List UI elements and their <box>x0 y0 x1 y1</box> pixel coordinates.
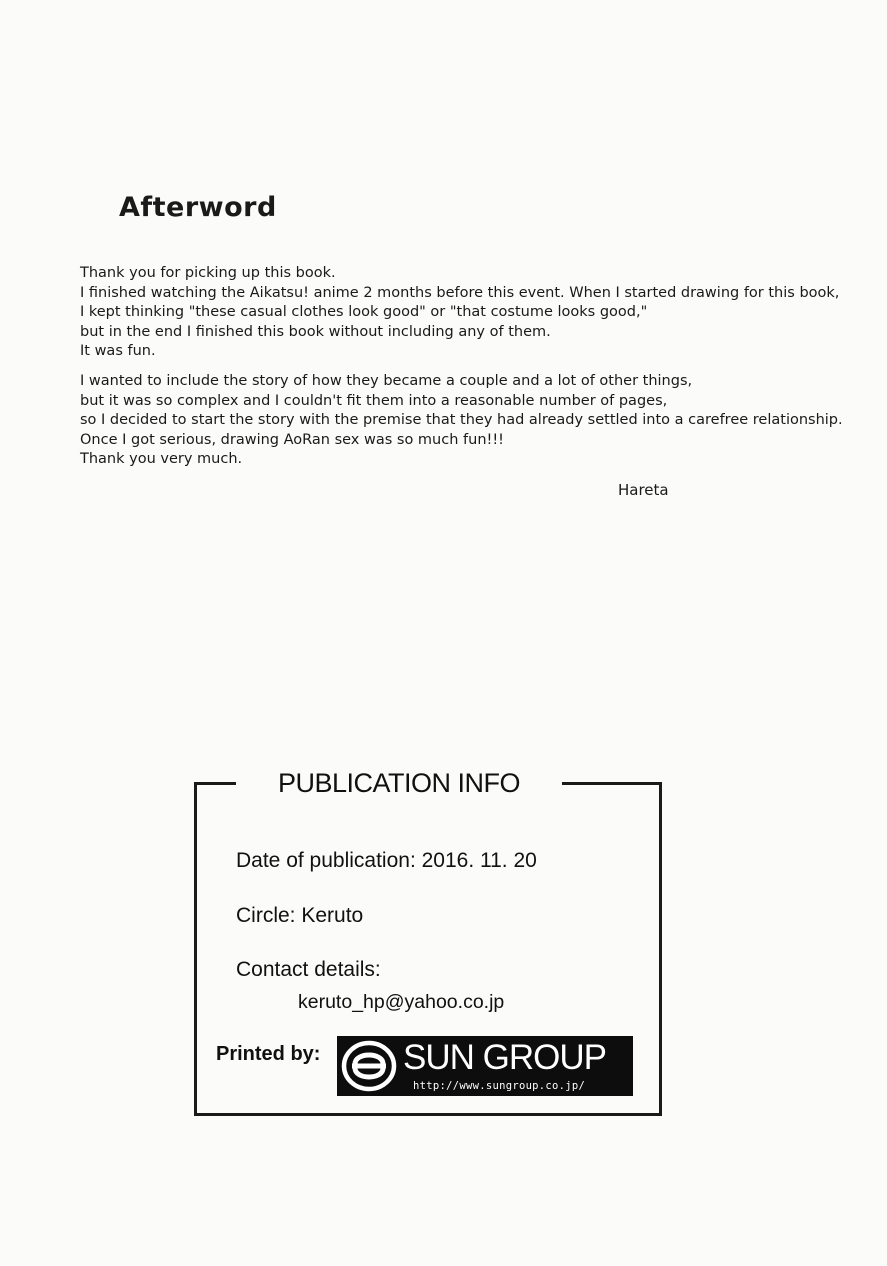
afterword-paragraph-2 <box>80 372 843 470</box>
text-line: but in the end I finished this book without including any of them. <box>80 323 551 340</box>
text-line: Thank you for picking up this book. <box>80 265 336 281</box>
publication-info-title: PUBLICATION INFO <box>236 765 562 801</box>
text-line: so I decided to start the story with the premise that they had already settled into a carefree relationship. <box>80 412 843 428</box>
publication-date: Date of publication: 2016. 11. 20 <box>236 849 537 872</box>
printer-logo <box>337 1036 633 1096</box>
afterword-paragraph-1 <box>80 264 839 362</box>
text-line: It was fun. <box>80 343 156 359</box>
printer-name: SUN GROUP <box>403 1038 606 1077</box>
printer-url: http://www.sungroup.co.jp/ <box>413 1080 586 1092</box>
contact-details-label: Contact details: <box>236 958 381 981</box>
text-line: I finished watching the Aikatsu! anime 2 months before this event. When I started drawing for this book, <box>80 284 840 301</box>
text-line: but it was so complex and I couldn't fit them into a reasonable number of pages, <box>80 392 668 409</box>
text-line: Once I got serious, drawing AoRan sex was so much fun!!! <box>80 431 504 448</box>
text-line: I kept thinking "these casual clothes look good" or "that costume looks good," <box>80 304 648 320</box>
text-line: I wanted to include the story of how they became a couple and a lot of other things, <box>80 373 693 389</box>
afterword-signature: Hareta <box>618 481 669 499</box>
sun-group-emblem-icon <box>341 1040 397 1092</box>
contact-email: keruto_hp@yahoo.co.jp <box>298 991 505 1013</box>
circle-name: Circle: Keruto <box>236 904 364 927</box>
printed-by-label: Printed by: <box>216 1043 321 1065</box>
afterword-title: Afterword <box>119 192 277 223</box>
text-line: Thank you very much. <box>80 451 243 467</box>
